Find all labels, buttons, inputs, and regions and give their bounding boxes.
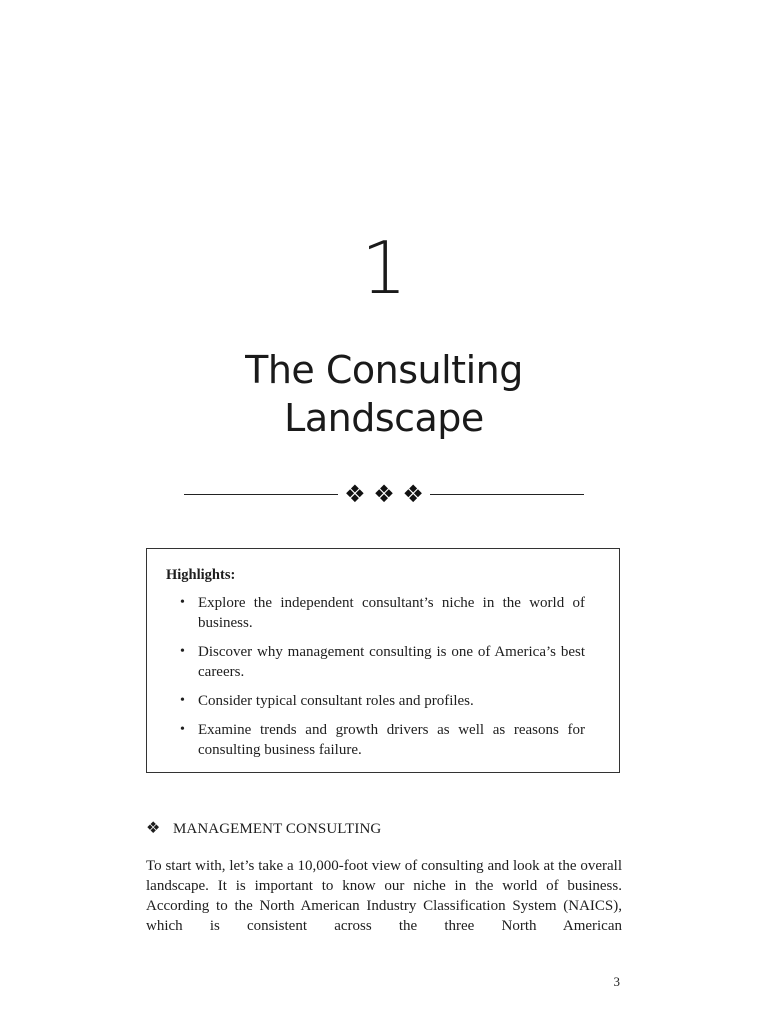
highlight-text: Discover why management consulting is one of America’s best careers. bbox=[198, 644, 585, 680]
list-item bbox=[177, 593, 585, 633]
body-paragraph: To start with, let’s take a 10,000-foot view of consulting and look at the overall landscape. It is important to know our niche in the world of business. According to the North American Industry Classification System (NAICS), which is consistent across the three North American bbox=[146, 858, 622, 934]
section-heading bbox=[146, 818, 381, 839]
highlight-text: Consider typical consultant roles and profiles. bbox=[198, 693, 474, 709]
highlight-text: Explore the independent consultant’s niche in the world of business. bbox=[198, 595, 585, 631]
ornamental-divider bbox=[184, 482, 584, 506]
section-diamond-icon: ❖ bbox=[146, 818, 161, 837]
list-item bbox=[177, 720, 585, 760]
ornament-diamonds-icon: ❖ ❖ ❖ bbox=[338, 480, 430, 508]
highlights-heading: Highlights: bbox=[166, 567, 236, 583]
highlights-box bbox=[146, 548, 620, 773]
list-item bbox=[177, 691, 585, 711]
list-item bbox=[177, 642, 585, 682]
bullet-icon: • bbox=[180, 722, 185, 737]
chapter-title-line-2: Landscape bbox=[284, 396, 484, 440]
chapter-number: 1 bbox=[361, 226, 407, 310]
chapter-title bbox=[0, 346, 768, 442]
highlight-text: Examine trends and growth drivers as well as reasons for consulting business failure. bbox=[198, 722, 585, 758]
highlights-list bbox=[177, 593, 585, 769]
bullet-icon: • bbox=[180, 644, 185, 659]
chapter-title-line-1: The Consulting bbox=[245, 348, 523, 392]
page-number: 3 bbox=[613, 974, 620, 989]
bullet-icon: • bbox=[180, 595, 185, 610]
section-heading-text: MANAGEMENT CONSULTING bbox=[173, 821, 382, 837]
bullet-icon: • bbox=[180, 693, 185, 708]
